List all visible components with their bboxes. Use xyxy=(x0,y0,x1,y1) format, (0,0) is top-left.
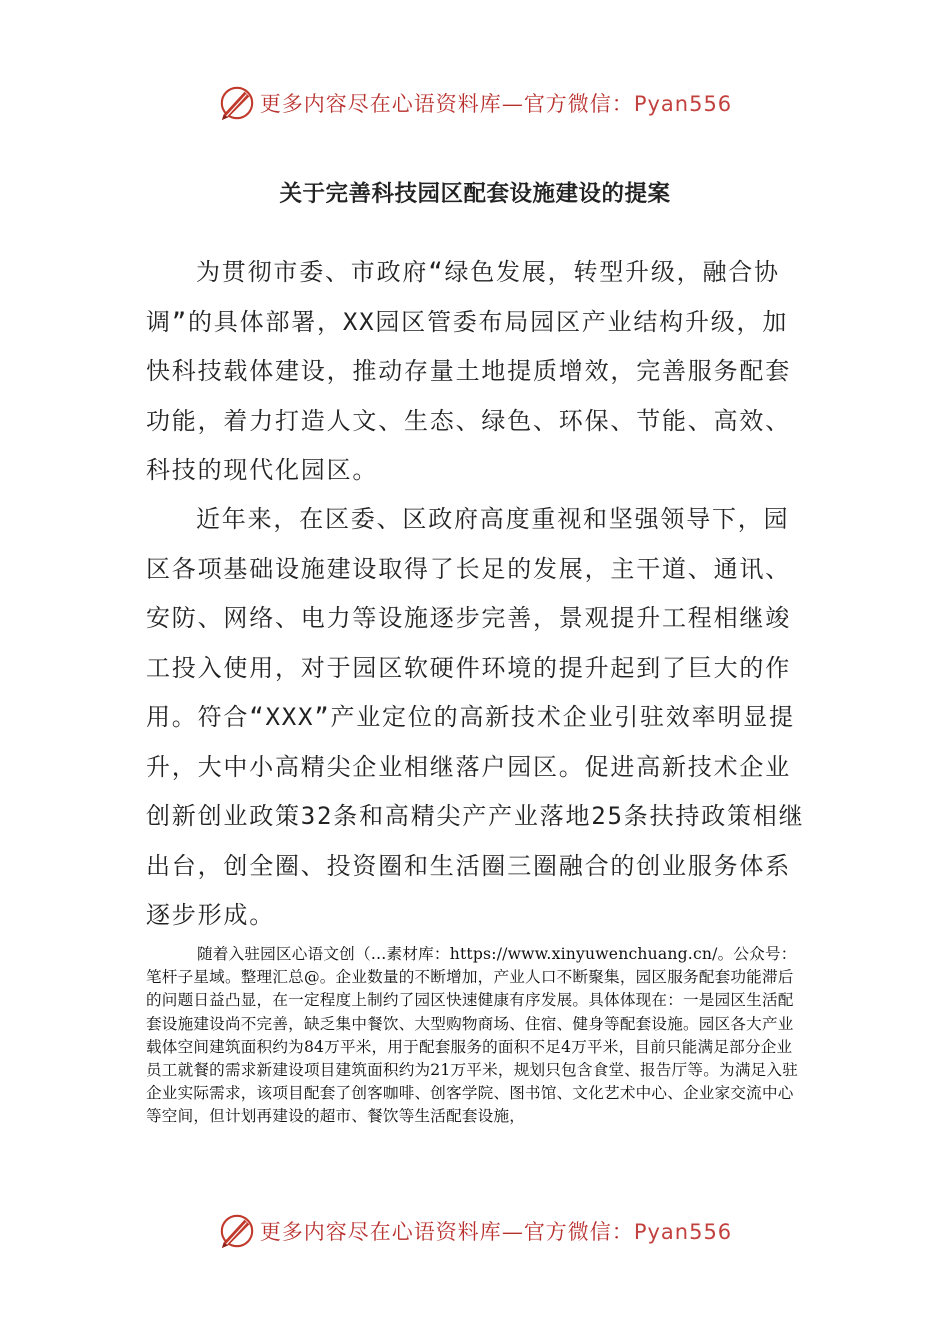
banner-text xyxy=(260,88,732,118)
pen-nib-icon xyxy=(218,84,256,122)
paragraph-3: 随着入驻园区心语文创（…素材库：https://www.xinyuwenchuang.cn/。公众号：笔杆子星域。整理汇总@。企业数量的不断增加，产业人口不断聚集，园区服务配套功能滞后的问题日益凸显，在一定程度上制约了园区快速健康有序发展。具体体现在：一是园区生活配套设施建设尚不完善，缺乏集中餐饮、大型购物商场、住宿、健身等配套设施。园区各大产业载体空间建筑面积约为84万平米，用于配套服务的面积不足4万平米，目前只能满足部分企业员工就餐的需求新建设项目建筑面积约为21万平米，规划只包含食堂、报告厅等。为满足入驻企业实际需求，该项目配套了创客咖啡、创客学院、图书馆、文化艺术中心、企业家交流中心等空间，但计划再建设的超市、餐饮等生活配套设施， xyxy=(146,945,798,1126)
banner-separator: — xyxy=(501,92,524,116)
banner-contact-label: 官方微信： xyxy=(523,92,634,116)
pen-nib-icon xyxy=(218,1212,256,1250)
banner-main-text: 更多内容尽在心语资料库 xyxy=(259,92,502,116)
banner-main-text: 更多内容尽在心语资料库 xyxy=(259,1220,502,1244)
document-title: 关于完善科技园区配套设施建设的提案 xyxy=(279,181,671,207)
paragraph-2: 近年来，在区委、区政府高度重视和坚强领导下，园区各项基础设施建设取得了长足的发展，主干道、通讯、安防、网络、电力等设施逐步完善，景观提升工程相继竣工投入使用，对于园区软硬件环境的提升起到了巨大的作用。符合“XXX”产业定位的高新技术企业引驻效率明显提升，大中小高精尖企业相继落户园区。促进高新技术企业创新创业政策32条和高精尖产产业落地25条扶持政策相继出台，创全圈、投资圈和生活圈三圈融合的创业服务体系逐步形成。 xyxy=(146,505,805,929)
header-banner xyxy=(0,81,950,125)
banner-contact-label: 官方微信： xyxy=(523,1220,634,1244)
banner-text xyxy=(260,1216,732,1246)
paragraph-1: 为贯彻市委、市政府“绿色发展，转型升级，融合协调”的具体部署，XX园区管委布局园区产业结构升级，加快科技载体建设，推动存量土地提质增效，完善服务配套功能，着力打造人文、生态、绿色、环保、节能、高效、科技的现代化园区。 xyxy=(146,258,791,484)
banner-handle: Pyan556 xyxy=(633,92,733,116)
footer-banner xyxy=(0,1209,950,1253)
banner-separator: — xyxy=(501,1220,524,1244)
banner-handle: Pyan556 xyxy=(633,1220,733,1244)
